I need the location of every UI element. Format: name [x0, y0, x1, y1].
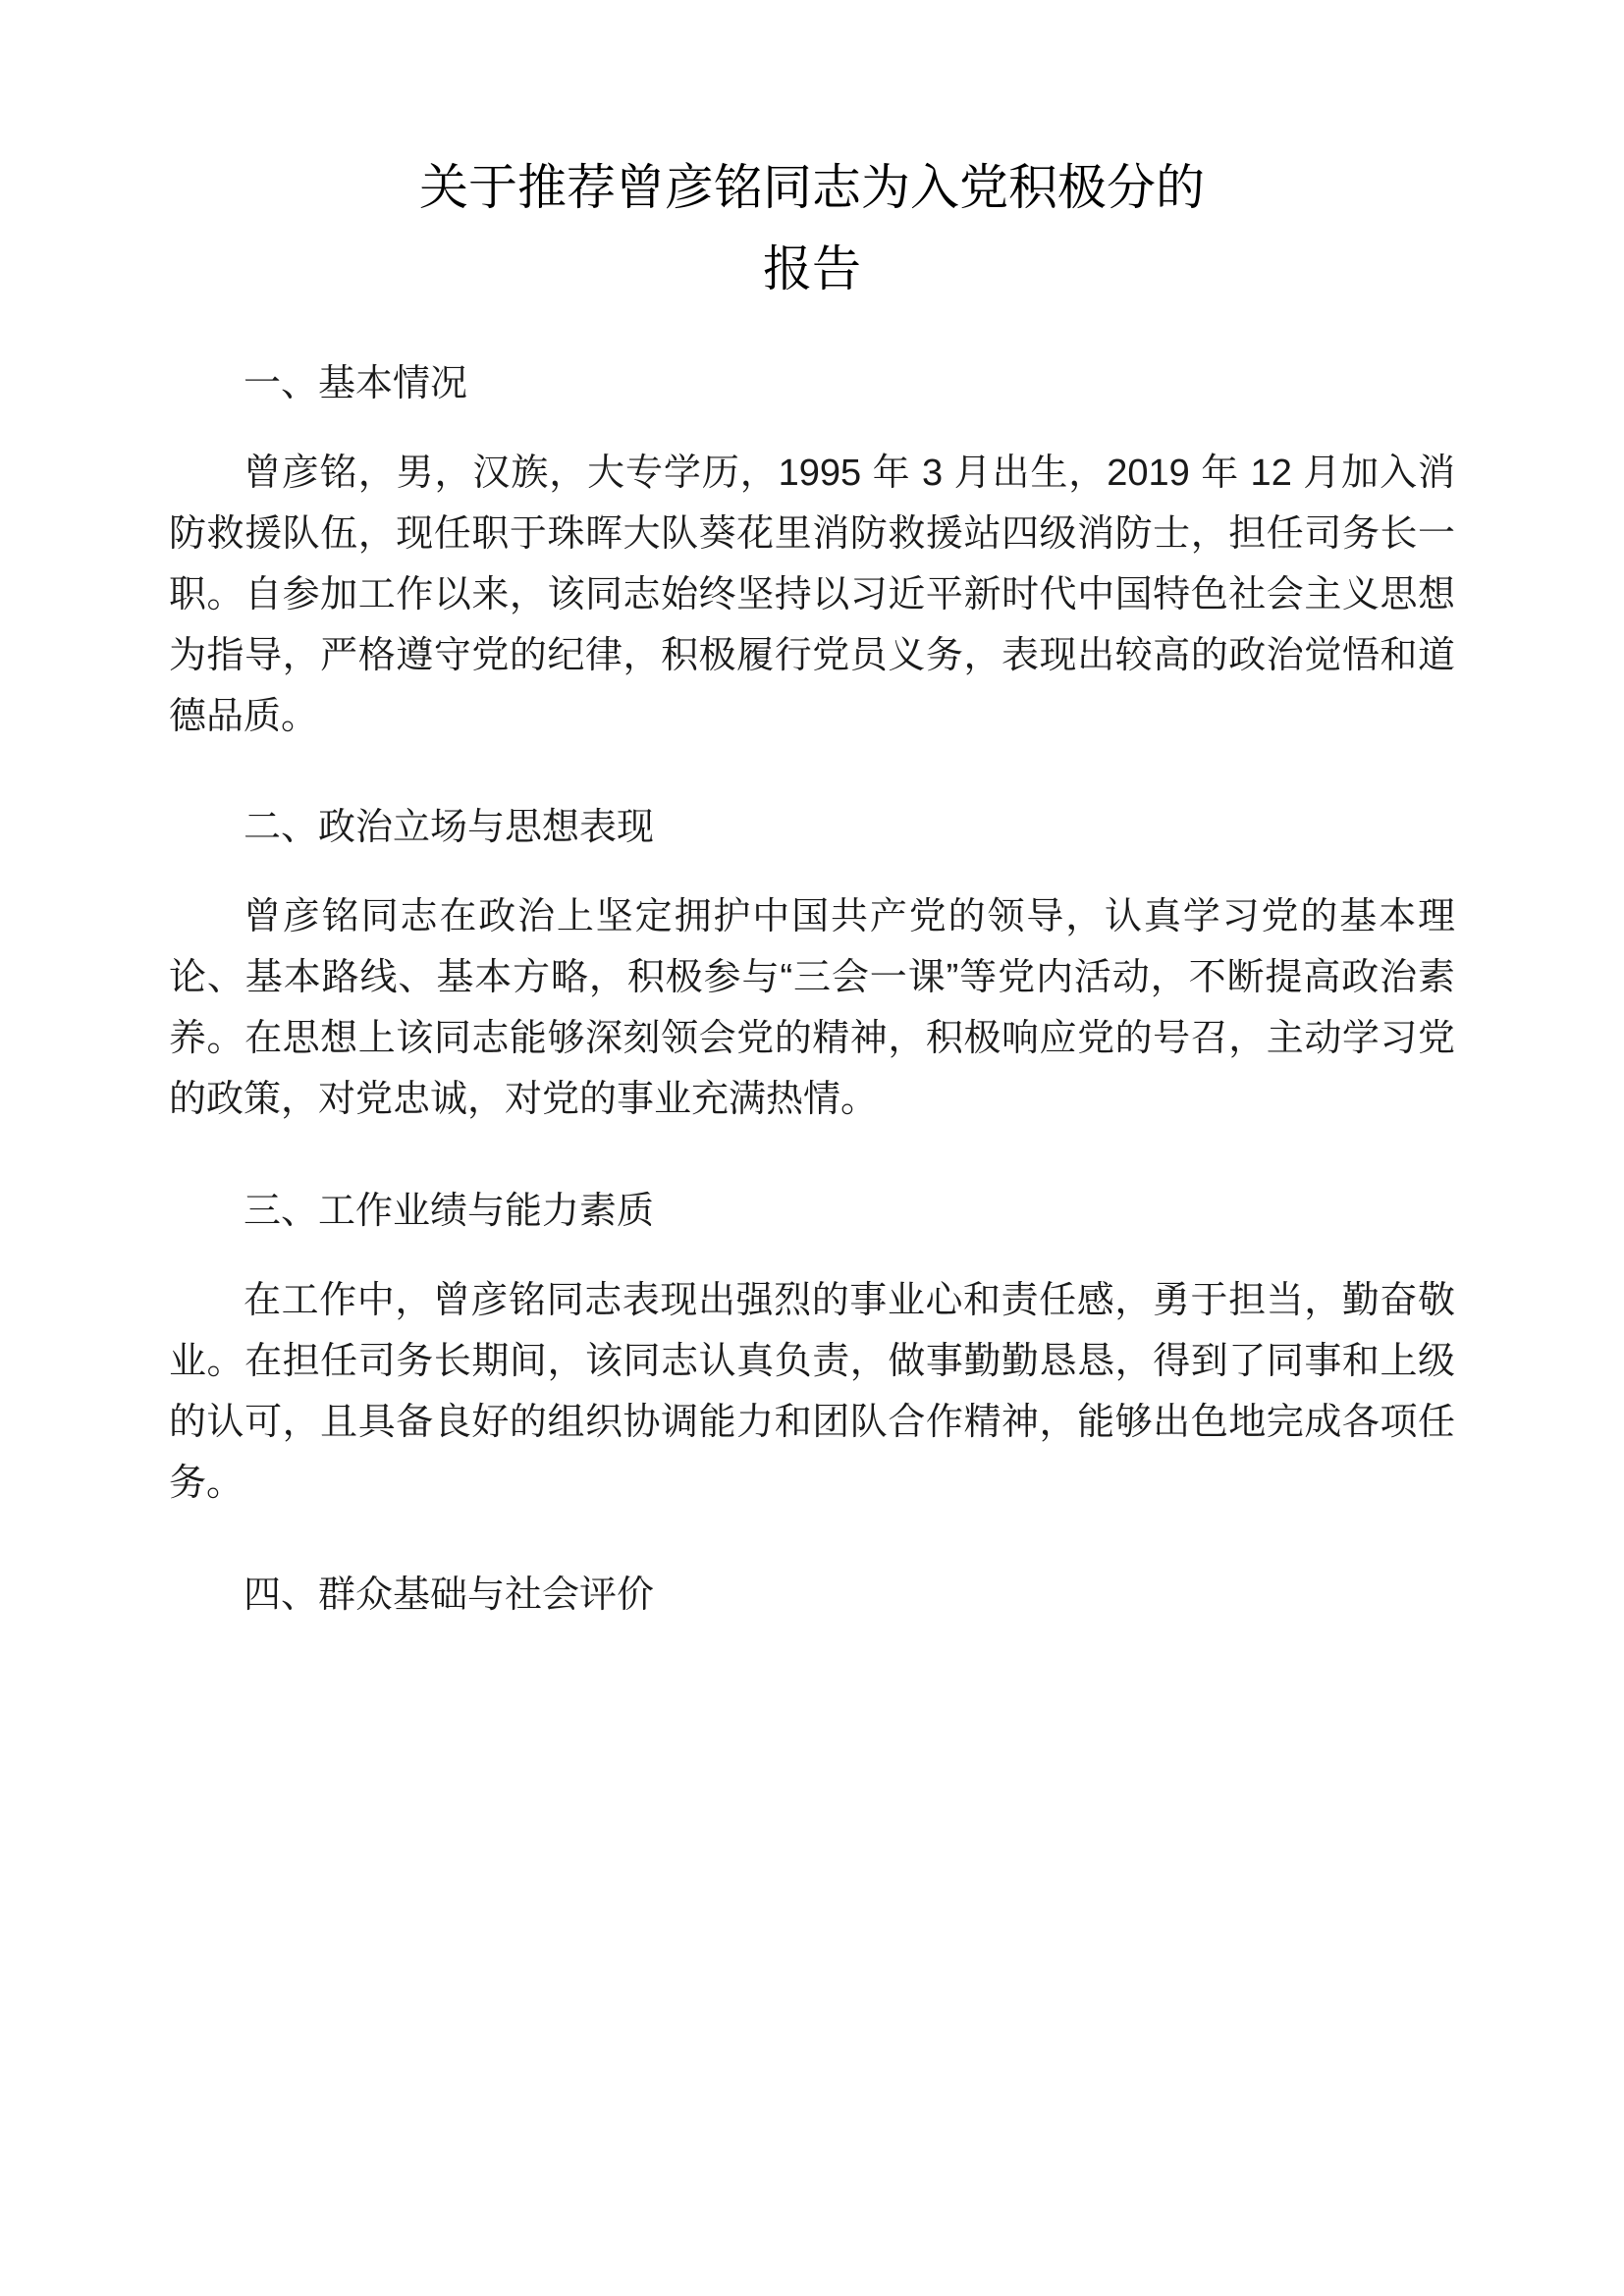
document-title-line-2: 报告	[763, 240, 861, 296]
section-heading-basic-info: 一、基本情况	[244, 363, 468, 404]
document-title-line-1: 关于推荐曾彦铭同志为入党积极分的	[419, 160, 1205, 215]
section-paragraph-political-stance: 曾彦铭同志在政治上坚定拥护中国共产党的领导，认真学习党的基本理论、基本路线、基本方略，积极参与“三会一课”等党内活动，不断提高政治素养。在思想上该同志能够深刻领会党的精神，积极响应党的号召，主动学习党的政策，对党忠诚，对党的事业充满热情。	[169, 896, 1455, 1121]
section-paragraph-work-performance: 在工作中，曾彦铭同志表现出强烈的事业心和责任感，勇于担当，勤奋敬业。在担任司务长期间，该同志认真负责，做事勤勤恳恳，得到了同事和上级的认可，且具备良好的组织协调能力和团队合作精神，能够出色地完成各项任务。	[169, 1279, 1455, 1504]
section-heading-political-stance: 二、政治立场与思想表现	[244, 807, 655, 849]
section-heading-work-performance: 三、工作业绩与能力素质	[244, 1191, 655, 1233]
document-title	[169, 147, 1455, 309]
section-paragraph-basic-info: 曾彦铭，男，汉族，大专学历，1995 年 3 月出生，2019 年 12 月加入消防救援队伍，现任职于珠晖大队葵花里消防救援站四级消防士，担任司务长一职。自参加工作以来，该同志始终坚持以习近平新时代中国特色社会主义思想为指导，严格遵守党的纪律，积极履行党员义务，表现出较高的政治觉悟和道德品质。	[169, 452, 1455, 737]
section-heading-public-evaluation: 四、群众基础与社会评价	[244, 1574, 655, 1616]
